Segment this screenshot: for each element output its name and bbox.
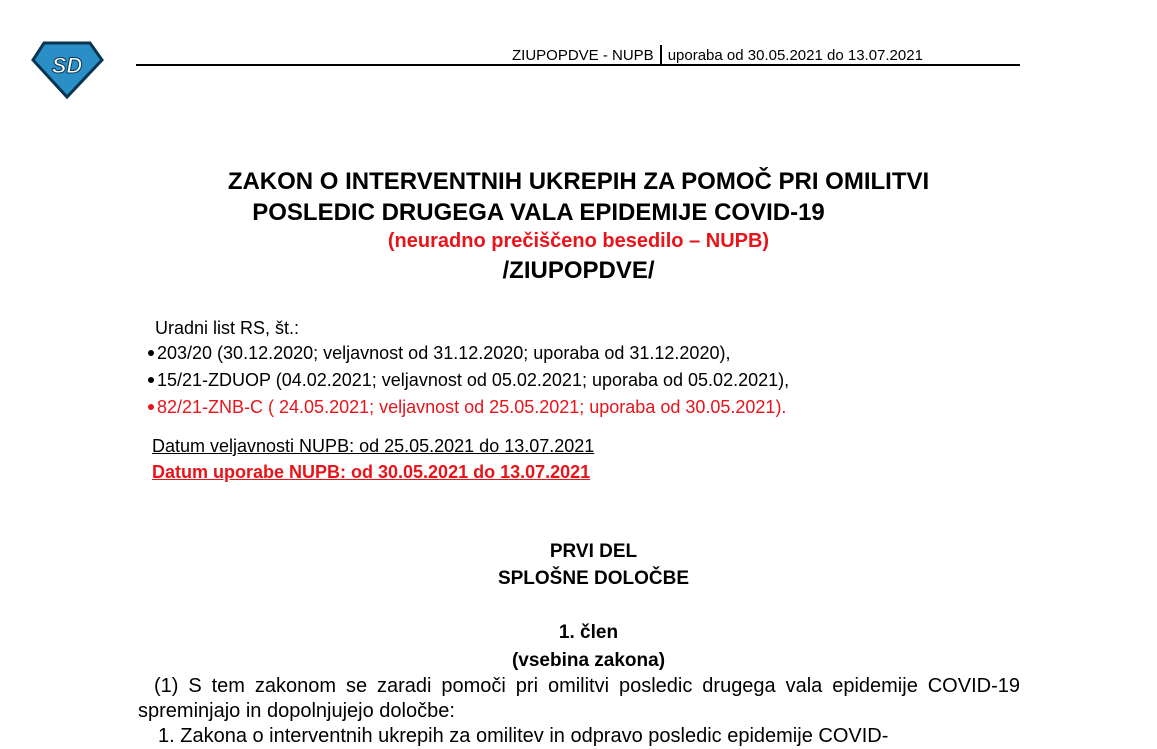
header-usage: uporaba od 30.05.2021 do 13.07.2021	[667, 47, 923, 64]
svg-text:SD: SD	[51, 53, 83, 78]
article-heading: (vsebina zakona)	[511, 650, 666, 671]
title-subtitle: (neuradno prečiščeno besedilo – NUPB)	[387, 230, 770, 252]
title-line2: POSLEDIC DRUGEGA VALA EPIDEMIJE COVID-19	[252, 199, 825, 226]
logo	[30, 40, 105, 105]
article-number: 1. člen	[558, 622, 619, 643]
part-title: PRVI DEL	[549, 541, 638, 562]
header-law-abbr: ZIUPOPDVE - NUPB	[512, 47, 654, 64]
title-line1: ZAKON O INTERVENTNIH UKREPIH ZA POMOČ PRI OMILITVI	[227, 168, 930, 195]
article-paragraph: (1) S tem zakonom se zaradi pomoči pri omilitvi posledic drugega vala epidemije COVID-19 spreminjajo in dopolnjujejo določbe:	[138, 675, 1020, 722]
validity-date: Datum veljavnosti NUPB: od 25.05.2021 do 13.07.2021	[152, 436, 595, 456]
usage-date: Datum uporabe NUPB: od 30.05.2021 do 13.07.2021	[152, 462, 591, 482]
gazette-item: 203/20 (30.12.2020; veljavnost od 31.12.2020; uporaba od 31.12.2020),	[140, 343, 730, 364]
gazette-label: Uradni list RS, št.:	[155, 318, 300, 338]
article-list-item: 1. Zakona o interventnih ukrepih za omilitev in odpravo posledic epidemije COVID-	[158, 725, 889, 747]
page-header	[512, 45, 923, 65]
gazette-item: 15/21-ZDUOP (04.02.2021; veljavnost od 05.02.2021; uporaba od 05.02.2021),	[140, 370, 789, 391]
part-subtitle: SPLOŠNE DOLOČBE	[497, 568, 690, 589]
header-rule	[136, 64, 1020, 66]
title-abbr: /ZIUPOPDVE/	[502, 257, 655, 284]
gazette-item: 82/21-ZNB-C ( 24.05.2021; veljavnost od 25.05.2021; uporaba od 30.05.2021).	[140, 397, 786, 418]
